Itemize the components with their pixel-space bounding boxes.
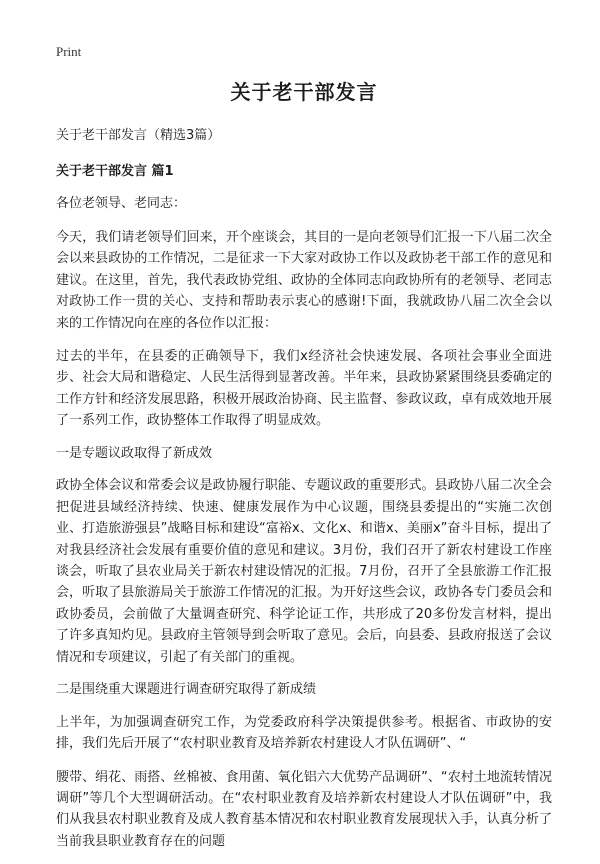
paragraph-1: 今天，我们请老领导们回来，开个座谈会，其目的一是向老领导们汇报一下八届二次全会以来县政协的工作情况，二是征求一下大家对政协工作以及政协老干部工作的意见和建议。在这里，首先，我代表政协党组、政协的全体同志向政协所有的老领导、老同志对政协工作一贯的关心、支持和帮助表示衷心的感谢!下面，我就政协八届二次全会以来的工作情况向在座的各位作以汇报： — [56, 229, 552, 331]
article-heading: 关于老干部发言 篇1 — [56, 164, 174, 180]
section-heading-1: 一是专题议政取得了新成效 — [56, 445, 213, 461]
section-heading-2: 二是围绕重大课题进行调查研究取得了新成绩 — [56, 682, 317, 698]
print-link[interactable]: Print — [56, 44, 82, 59]
subtitle: 关于老干部发言（精选3篇） — [56, 128, 221, 143]
paragraph-2: 过去的半年，在县委的正确领导下，我们x经济社会快速发展、各项社会事业全面进步、社会大局和谐稳定、人民生活得到显著改善。半年来，县政协紧紧围绕县委确定的工作方针和经济发展思路，积极开展政治协商、民主监督、参政议政，卓有成效地开展了一系列工作，政协整体工作取得了明显成效。 — [56, 349, 552, 429]
page-title: 关于老干部发言 — [230, 80, 378, 104]
document-body — [56, 76, 552, 864]
paragraph-3: 政协全体会议和常委会议是政协履行职能、专题议政的重要形式。县政协八届二次全会把促进县域经济持续、快速、健康发展作为中心议题，围绕县委提出的“实施二次创业、打造旅游强县”战略目标和建设“富裕x、文化x、和谐x、美丽x”奋斗目标，提出了对我县经济社会发展有重要价值的意见和建议。3月份，我们召开了新农村建设工作座谈会，听取了县农业局关于新农村建设情况的汇报。7月份，召开了全县旅游工作汇报会，听取了县旅游局关于旅游工作情况的汇报。为开好这些会议，政协各专门委员会和政协委员，会前做了大量调查研究、科学论证工作，共形成了20多份发言材料，提出了许多真知灼见。县政府主管领导到会听取了意见。会后，向县委、县政府报送了会议情况和专项建议，引起了有关部门的重视。 — [56, 478, 552, 665]
paragraph-4: 上半年，为加强调查研究工作，为党委政府科学决策提供参考。根据省、市政协的安排，我们先后开展了“农村职业教育及培养新农村建设人才队伍调研”、“ — [56, 714, 552, 752]
paragraph-5: 腰带、绢花、雨搭、丝棉被、食用菌、氧化铝六大优势产品调研”、“农村土地流转情况调研”等几个大型调研活动。在“农村职业教育及培养新农村建设人才队伍调研”中，我们从我县农村职业教育及成人教育基本情况和农村职业教育发展现状入手，认真分析了当前我县职业教育存在的问题 — [56, 769, 552, 849]
greeting: 各位老领导、老同志： — [56, 196, 187, 212]
